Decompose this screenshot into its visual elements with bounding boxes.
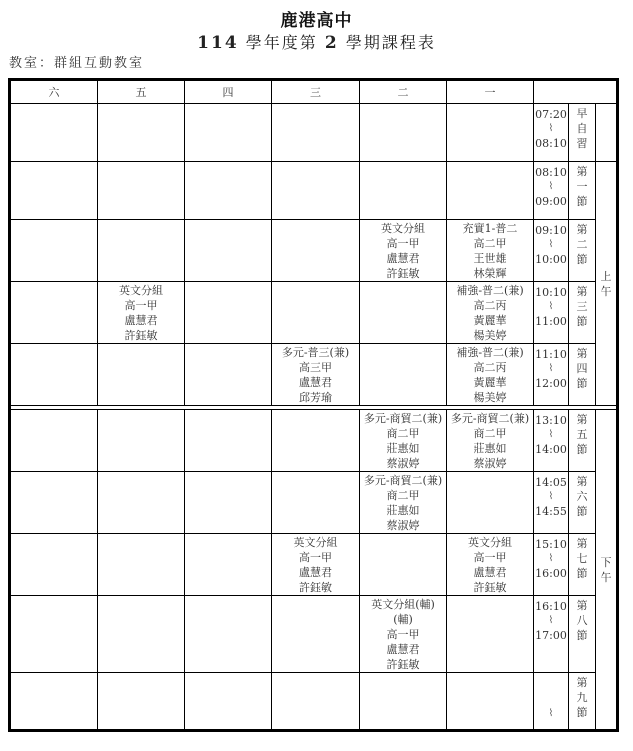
empty-cell[interactable]: [10, 673, 98, 731]
period-name-char: 節: [576, 195, 588, 208]
end-time: 09:00: [535, 195, 567, 208]
period-row: [10, 282, 618, 344]
empty-cell[interactable]: [360, 162, 447, 220]
course-line: 楊美婷: [473, 391, 507, 404]
period-name-char: 六: [576, 490, 588, 503]
day-header-sat: 六: [10, 80, 98, 104]
empty-cell[interactable]: [10, 104, 98, 162]
range-tilde-icon: ⌇: [548, 123, 554, 134]
period-row: [10, 162, 618, 220]
empty-cell[interactable]: [360, 282, 447, 344]
period-row: [10, 534, 618, 596]
end-time: 14:55: [535, 505, 567, 518]
course-cell[interactable]: [447, 282, 534, 344]
empty-cell[interactable]: [447, 596, 534, 673]
course-line: 莊惠如: [386, 442, 420, 455]
empty-cell[interactable]: [185, 282, 272, 344]
empty-cell[interactable]: [185, 472, 272, 534]
course-line: 盧慧君: [299, 376, 332, 389]
semester-number: 2: [324, 33, 339, 53]
period-time: [534, 282, 569, 344]
empty-cell[interactable]: [10, 344, 98, 406]
empty-cell[interactable]: [360, 104, 447, 162]
start-time: 14:05: [535, 476, 567, 489]
empty-cell[interactable]: [272, 673, 360, 731]
course-line: 高一甲: [124, 299, 158, 312]
course-line: 商二甲: [386, 427, 420, 440]
course-line: 盧慧君: [386, 252, 420, 265]
period-name-char: 節: [576, 706, 588, 719]
course-line: 補強-普二(兼): [456, 284, 524, 297]
period-name-char: 第: [576, 676, 588, 689]
period-time: [534, 162, 569, 220]
period-name: [569, 282, 596, 344]
start-time: 10:10: [535, 286, 567, 299]
period-name-char: 節: [576, 253, 588, 266]
period-name-char: 節: [576, 377, 588, 390]
course-line: 高二丙: [473, 299, 507, 312]
period-row: [10, 220, 618, 282]
period-time: [534, 673, 569, 731]
end-time: 08:10: [535, 137, 567, 150]
afternoon-label-char: 下: [600, 555, 612, 569]
end-time: 16:00: [535, 567, 567, 580]
empty-cell[interactable]: [185, 104, 272, 162]
period-name-char: 節: [576, 567, 588, 580]
course-cell[interactable]: [98, 282, 185, 344]
schedule-subtitle: [0, 30, 633, 53]
period-name-char: 習: [576, 137, 588, 150]
range-tilde-icon: ⌇: [548, 708, 554, 719]
empty-cell[interactable]: [185, 162, 272, 220]
period-row: [10, 410, 618, 472]
course-cell[interactable]: [447, 410, 534, 472]
period-name: [569, 673, 596, 731]
course-line: 林榮輝: [473, 267, 507, 280]
period-time: [534, 410, 569, 472]
period-name: [569, 534, 596, 596]
timetable: [8, 78, 619, 732]
period-row: [10, 344, 618, 406]
day-header-row: [10, 80, 618, 104]
range-tilde-icon: ⌇: [548, 429, 554, 440]
course-cell[interactable]: [272, 534, 360, 596]
period-row: [10, 673, 618, 731]
course-line: 商二甲: [473, 427, 507, 440]
room-label: 教室：群組互動教室: [9, 56, 145, 71]
empty-cell[interactable]: [10, 472, 98, 534]
start-time: [534, 676, 568, 691]
end-time: 10:00: [535, 253, 567, 266]
start-time: 08:10: [535, 166, 567, 179]
course-line: 莊惠如: [386, 504, 420, 517]
course-line: 高三甲: [299, 361, 332, 374]
empty-cell[interactable]: [10, 220, 98, 282]
period-name: [569, 344, 596, 406]
empty-cell[interactable]: [98, 472, 185, 534]
period-name-char: 九: [576, 691, 588, 704]
period-name-char: 節: [576, 505, 588, 518]
period-row: [10, 472, 618, 534]
empty-cell[interactable]: [98, 162, 185, 220]
period-name-char: 七: [576, 552, 588, 565]
range-tilde-icon: ⌇: [548, 491, 554, 502]
course-line: 高一甲: [386, 628, 420, 641]
year-suffix: 學年度第: [245, 33, 318, 52]
end-time: 14:00: [535, 443, 567, 456]
range-tilde-icon: ⌇: [548, 615, 554, 626]
empty-cell[interactable]: [272, 410, 360, 472]
morning-label: [596, 162, 618, 406]
period-name-char: 節: [576, 443, 588, 456]
period-row: [10, 104, 618, 162]
period-name-char: 五: [576, 428, 588, 441]
period-name-char: 第: [576, 599, 588, 612]
day-header-mon: 一: [447, 80, 534, 104]
period-time: [534, 534, 569, 596]
afternoon-label-char: 午: [600, 570, 612, 584]
empty-cell[interactable]: [98, 534, 185, 596]
course-line: 多元-商貿二(兼): [363, 474, 443, 487]
empty-cell[interactable]: [10, 534, 98, 596]
empty-cell[interactable]: [98, 104, 185, 162]
course-line: 高一甲: [299, 551, 332, 564]
course-cell[interactable]: [447, 534, 534, 596]
end-time: 12:00: [535, 377, 567, 390]
day-header-fri: 五: [98, 80, 185, 104]
range-tilde-icon: ⌇: [548, 553, 554, 564]
course-line: 盧慧君: [386, 643, 420, 656]
course-line: 許鈺敏: [124, 329, 158, 342]
day-header-tue: 二: [360, 80, 447, 104]
start-time: 09:10: [535, 224, 567, 237]
empty-cell[interactable]: [98, 673, 185, 731]
period-name-char: 節: [576, 629, 588, 642]
empty-cell[interactable]: [185, 596, 272, 673]
start-time: 15:10: [535, 538, 567, 551]
range-tilde-icon: ⌇: [548, 363, 554, 374]
empty-cell[interactable]: [360, 673, 447, 731]
course-line: 黃麗華: [473, 376, 507, 389]
period-name-char: 第: [576, 475, 588, 488]
course-line: 英文分組: [293, 536, 338, 549]
empty-cell[interactable]: [10, 410, 98, 472]
empty-cell[interactable]: [185, 534, 272, 596]
course-line: 蔡淑婷: [386, 519, 420, 532]
course-line: 商二甲: [386, 489, 420, 502]
period-name-char: 第: [576, 537, 588, 550]
start-time: 11:10: [535, 348, 567, 361]
course-line: 莊惠如: [473, 442, 507, 455]
empty-cell[interactable]: [10, 282, 98, 344]
period-time: [534, 220, 569, 282]
period-time: [534, 472, 569, 534]
empty-cell[interactable]: [272, 104, 360, 162]
course-line: 盧慧君: [473, 566, 507, 579]
day-header-wed: 三: [272, 80, 360, 104]
course-line: 高二丙: [473, 361, 507, 374]
course-line: 許鈺敏: [386, 267, 420, 280]
course-line: 高一甲: [473, 551, 507, 564]
course-cell[interactable]: [447, 220, 534, 282]
empty-cell[interactable]: [272, 596, 360, 673]
empty-cell[interactable]: [272, 282, 360, 344]
start-time: 13:10: [535, 414, 567, 427]
period-name-char: 一: [576, 180, 588, 193]
morning-label-char: 午: [600, 284, 612, 298]
period-name-char: 第: [576, 413, 588, 426]
range-tilde-icon: ⌇: [548, 239, 554, 250]
course-cell[interactable]: [360, 472, 447, 534]
period-row: [10, 596, 618, 673]
period-name-char: 八: [576, 614, 588, 627]
course-line: 補強-普二(兼): [456, 346, 524, 359]
course-line: 充實1-普二: [462, 222, 518, 235]
course-line: 蔡淑婷: [386, 457, 420, 470]
course-cell[interactable]: [360, 410, 447, 472]
period-time: [534, 596, 569, 673]
period-name-char: 第: [576, 347, 588, 360]
course-cell[interactable]: [360, 220, 447, 282]
empty-cell[interactable]: [185, 673, 272, 731]
period-name: [569, 220, 596, 282]
empty-cell[interactable]: [10, 162, 98, 220]
period-name: [569, 162, 596, 220]
course-line: 楊美婷: [473, 329, 507, 342]
course-line: 高二甲: [473, 237, 507, 250]
range-tilde-icon: ⌇: [548, 301, 554, 312]
start-time: 07:20: [535, 108, 567, 121]
course-line: 英文分組: [381, 222, 425, 235]
afternoon-label: [596, 410, 618, 731]
empty-cell[interactable]: [360, 344, 447, 406]
empty-cell[interactable]: [98, 410, 185, 472]
course-line: 盧慧君: [299, 566, 332, 579]
end-time: 11:00: [535, 315, 567, 328]
period-name: [569, 410, 596, 472]
start-time: 16:10: [535, 600, 567, 613]
course-line: 英文分組: [119, 284, 163, 297]
school-title: 鹿港高中: [280, 11, 353, 31]
course-line: 許鈺敏: [473, 581, 507, 594]
course-line: (輔): [393, 613, 413, 626]
period-name-char: 第: [576, 285, 588, 298]
period-name-char: 四: [576, 362, 588, 375]
early-blank: [596, 104, 618, 162]
course-line: 多元-商貿二(兼): [450, 412, 530, 425]
course-line: 王世雄: [473, 252, 507, 265]
empty-cell[interactable]: [447, 162, 534, 220]
empty-cell[interactable]: [447, 472, 534, 534]
period-name-char: 自: [576, 122, 588, 135]
period-name: [569, 472, 596, 534]
day-header-thu: 四: [185, 80, 272, 104]
empty-cell[interactable]: [10, 596, 98, 673]
period-name-char: 早: [576, 107, 588, 120]
course-line: 英文分組(輔): [371, 598, 435, 611]
course-cell[interactable]: [447, 344, 534, 406]
academic-year: 114: [197, 33, 239, 53]
end-time: 17:00: [535, 629, 567, 642]
course-cell[interactable]: [360, 596, 447, 673]
empty-cell[interactable]: [98, 596, 185, 673]
empty-cell[interactable]: [185, 344, 272, 406]
empty-cell[interactable]: [447, 104, 534, 162]
empty-cell[interactable]: [272, 162, 360, 220]
course-line: 黃麗華: [473, 314, 507, 327]
period-time: [534, 344, 569, 406]
empty-cell[interactable]: [360, 534, 447, 596]
empty-cell[interactable]: [447, 673, 534, 731]
course-line: 邱芳瑜: [299, 391, 332, 404]
period-name: [569, 104, 596, 162]
period-name-char: 第: [576, 223, 588, 236]
period-name-char: 第: [576, 165, 588, 178]
range-tilde-icon: ⌇: [548, 181, 554, 192]
empty-cell[interactable]: [272, 220, 360, 282]
course-cell[interactable]: [272, 344, 360, 406]
period-name-char: 三: [576, 300, 588, 313]
period-name-char: 節: [576, 315, 588, 328]
time-header: [534, 80, 618, 104]
course-line: 許鈺敏: [386, 658, 420, 671]
morning-label-char: 上: [600, 269, 612, 283]
semester-suffix: 學期課程表: [345, 33, 436, 52]
course-line: 許鈺敏: [299, 581, 332, 594]
period-time: [534, 104, 569, 162]
period-name: [569, 596, 596, 673]
course-line: 多元-普三(兼): [281, 346, 350, 359]
empty-cell[interactable]: [272, 472, 360, 534]
course-line: 盧慧君: [124, 314, 158, 327]
course-line: 高一甲: [386, 237, 420, 250]
period-name-char: 二: [576, 238, 588, 251]
empty-cell[interactable]: [98, 344, 185, 406]
course-line: 多元-商貿二(兼): [363, 412, 443, 425]
empty-cell[interactable]: [98, 220, 185, 282]
empty-cell[interactable]: [185, 220, 272, 282]
course-line: 英文分組: [468, 536, 512, 549]
course-line: 蔡淑婷: [473, 457, 507, 470]
empty-cell[interactable]: [185, 410, 272, 472]
